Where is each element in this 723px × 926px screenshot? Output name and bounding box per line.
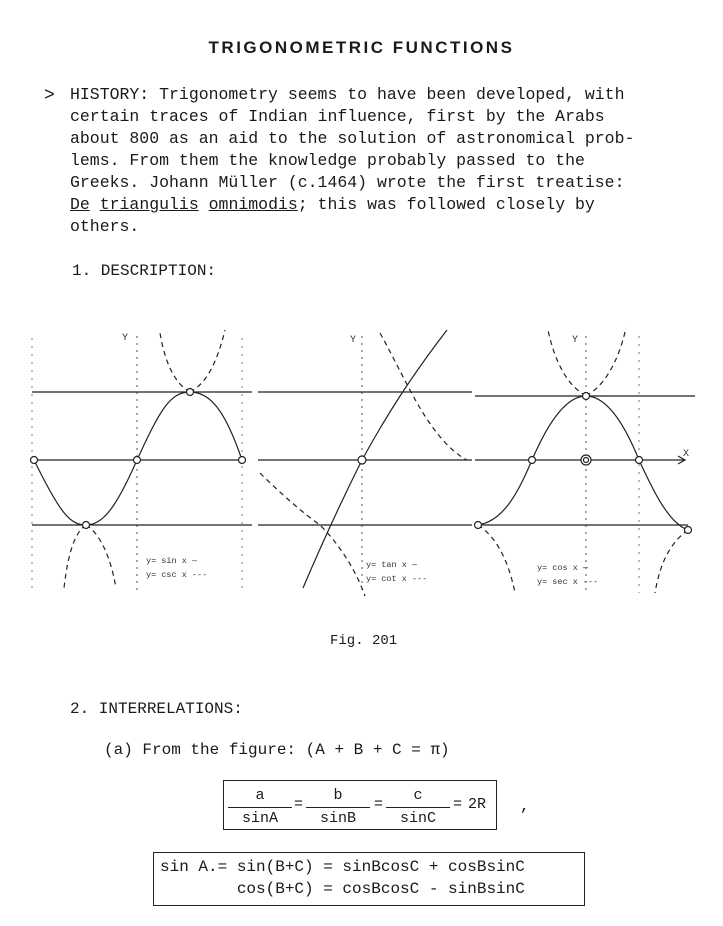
treatise-title-word-3: omnimodis [208,195,298,214]
panel3-legend-cos: y= cos x — [537,563,589,573]
fraction-c-sinC: $\frac{c}{\sin C}$ [386,787,450,827]
circumradius-term: 2R [468,796,487,813]
law-of-sines-box: $\frac{a}{\sin A}$ = $\frac{b}{\sin B}$ = $\frac{c}{\sin C}$ = 2R [223,780,497,830]
panel1-axis-label: Y [122,333,129,344]
history-line-2: certain traces of Indian influence, first by the Arabs [70,107,605,126]
panel-cos-sec [475,328,696,593]
panel3-legend-sec: y= sec x --- [537,577,599,587]
history-line-5: Greeks. Johann Müller (c.1464) wrote the first treatise: [70,173,625,192]
csc-branch-4 [190,330,225,392]
history-line-1: HISTORY: Trigonometry seems to have been developed, with [70,85,625,104]
panel3-x-label: X [683,449,690,460]
panel2-axis-label: Y [350,335,357,346]
history-line-4: lems. From them the knowledge probably passed to the [70,151,585,170]
csc-branch-3 [160,333,190,392]
csc-branch-1 [64,525,86,588]
page-title: TRIGONOMETRIC FUNCTIONS [208,38,515,57]
bullet-marker: > [44,86,55,106]
cot-branch-1 [260,473,365,596]
sec-branch-4 [655,530,688,593]
trig-function-graphs-figure [20,318,700,603]
section-heading-interrelations: 2. INTERRELATIONS: [70,700,243,718]
treatise-title-word-2: triangulis [99,195,199,214]
history-line-6-rest: ; this was followed closely by [297,195,595,214]
tan-curve [303,330,447,588]
history-line-7: others. [70,217,140,236]
treatise-title-word-1: De [70,195,90,214]
trailing-comma: , [520,797,530,815]
panel3-axis-label: Y [572,335,579,346]
panel-sin-csc [31,330,253,593]
fraction-b-sinB: $\frac{b}{\sin B}$ [306,787,370,827]
csc-branch-2 [86,525,116,588]
panel2-legend-tan: y= tan x — [366,560,418,570]
panel-tan-cot [258,330,472,596]
sum-identities-box [153,852,585,906]
panel1-legend-sin: y= sin x — [146,556,198,566]
sec-branch-1 [548,330,586,396]
fraction-a-sinA: $\frac{a}{\sin A}$ [228,787,292,827]
sec-branch-3 [478,525,515,593]
angle-sum-statement: (a) From the figure: (A + B + C = π) [104,741,450,759]
identity-line-1: sin A.= sin(B+C) = sinBcosC + cosBsinC [160,858,525,876]
history-line-3: about 800 as an aid to the solution of astronomical prob- [70,129,635,148]
sec-branch-2 [586,328,626,396]
cot-branch-2 [380,333,467,460]
figure-caption: Fig. 201 [330,633,398,649]
history-paragraph [70,84,700,238]
identity-line-2: cos(B+C) = cosBcosC - sinBsinC [160,880,525,898]
panel2-legend-cot: y= cot x --- [366,574,428,584]
panel1-legend-csc: y= csc x --- [146,570,208,580]
section-heading-description: 1. DESCRIPTION: [72,262,217,280]
